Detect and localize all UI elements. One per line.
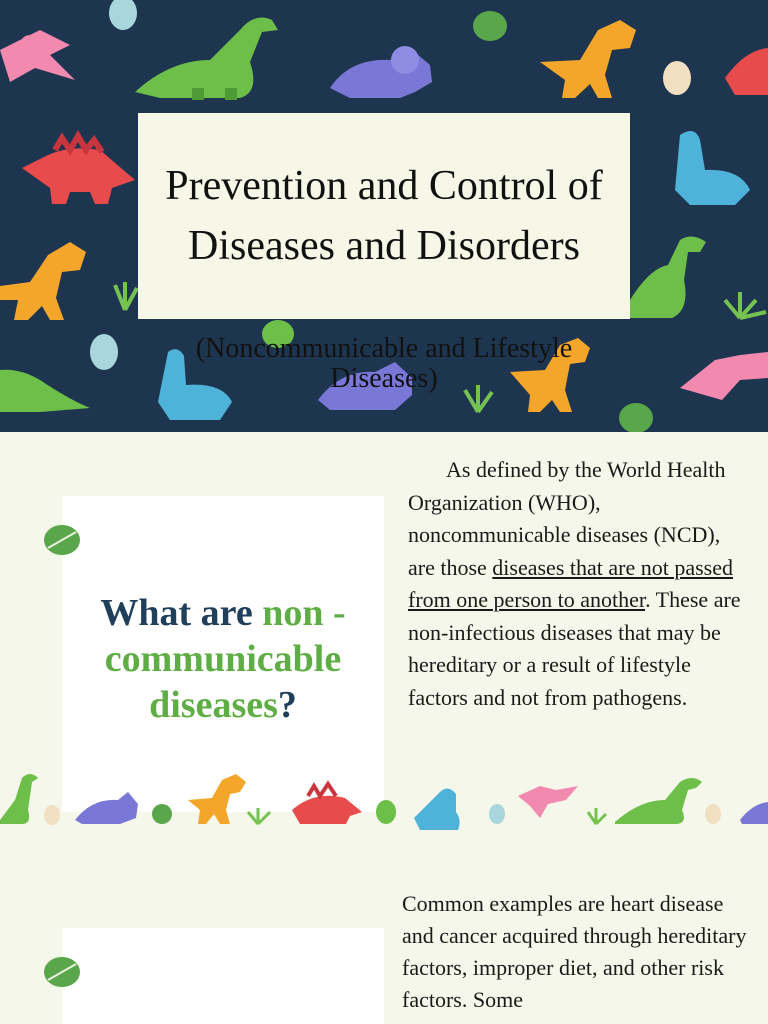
plant-icon bbox=[725, 292, 766, 318]
stegosaurus-icon bbox=[725, 48, 768, 95]
examples-paragraph: Common examples are heart disease and cancer acquired through hereditary factors, improper diet, and other risk factors. Some bbox=[402, 891, 747, 1012]
long-neck-dinosaur-icon bbox=[0, 370, 90, 412]
egg-icon bbox=[109, 0, 137, 30]
slide-subtitle: (Noncommunicable and Lifestyle Diseases) bbox=[195, 333, 573, 394]
stegosaurus-icon bbox=[292, 784, 362, 824]
definition-underlined: diseases that are not passed from one person to another bbox=[408, 554, 733, 612]
leaf-icon bbox=[42, 954, 82, 990]
t-rex-icon bbox=[188, 774, 246, 824]
slide-title: Prevention and Control of Diseases and Disorders bbox=[165, 163, 603, 269]
t-rex-icon bbox=[0, 242, 86, 320]
pterodactyl-icon bbox=[518, 786, 578, 818]
egg-icon bbox=[44, 805, 60, 825]
dinosaur-border-band bbox=[0, 760, 768, 840]
plesiosaur-icon bbox=[414, 788, 460, 830]
leaf-icon bbox=[42, 522, 82, 558]
triceratops-icon bbox=[330, 46, 432, 98]
long-neck-dinosaur-icon bbox=[630, 236, 706, 318]
egg-icon bbox=[489, 804, 505, 824]
definition-text-1: As defined by the World Health Organization (WHO), noncommunicable diseases (NCD), are those bbox=[408, 457, 726, 580]
definition-slide bbox=[0, 432, 768, 812]
long-neck-dinosaur-icon bbox=[135, 18, 278, 100]
leaf-icon bbox=[376, 800, 396, 824]
long-neck-dinosaur-icon bbox=[615, 778, 702, 824]
leaf-icon bbox=[152, 804, 172, 824]
examples-card bbox=[62, 928, 384, 1024]
question-part-1: What are bbox=[100, 592, 263, 634]
plesiosaur-icon bbox=[675, 131, 750, 205]
long-neck-dinosaur-icon bbox=[0, 774, 38, 824]
question-part-3: ? bbox=[277, 684, 297, 726]
definition-text-2: . These are non-infectious diseases that may be hereditary or a result of lifestyle factors and not from pathogens. bbox=[408, 587, 741, 710]
egg-icon bbox=[705, 804, 721, 824]
title-box bbox=[138, 113, 630, 319]
t-rex-icon bbox=[540, 20, 636, 98]
plant-icon bbox=[115, 282, 137, 310]
examples-slide bbox=[0, 842, 768, 1024]
pterodactyl-icon bbox=[0, 30, 75, 82]
question-heading bbox=[62, 590, 384, 728]
title-slide bbox=[0, 0, 768, 432]
pterodactyl-icon bbox=[680, 352, 768, 400]
triceratops-icon bbox=[75, 792, 138, 824]
egg-icon bbox=[663, 61, 691, 95]
leaf-icon bbox=[619, 403, 653, 432]
definition-paragraph bbox=[408, 454, 748, 714]
egg-icon bbox=[90, 334, 118, 370]
triceratops-icon bbox=[740, 802, 768, 824]
plant-icon bbox=[588, 808, 606, 824]
leaf-icon bbox=[473, 11, 507, 41]
plant-icon bbox=[248, 808, 270, 824]
stegosaurus-icon bbox=[22, 136, 135, 204]
question-part-2: non -communicable diseases bbox=[104, 592, 346, 726]
